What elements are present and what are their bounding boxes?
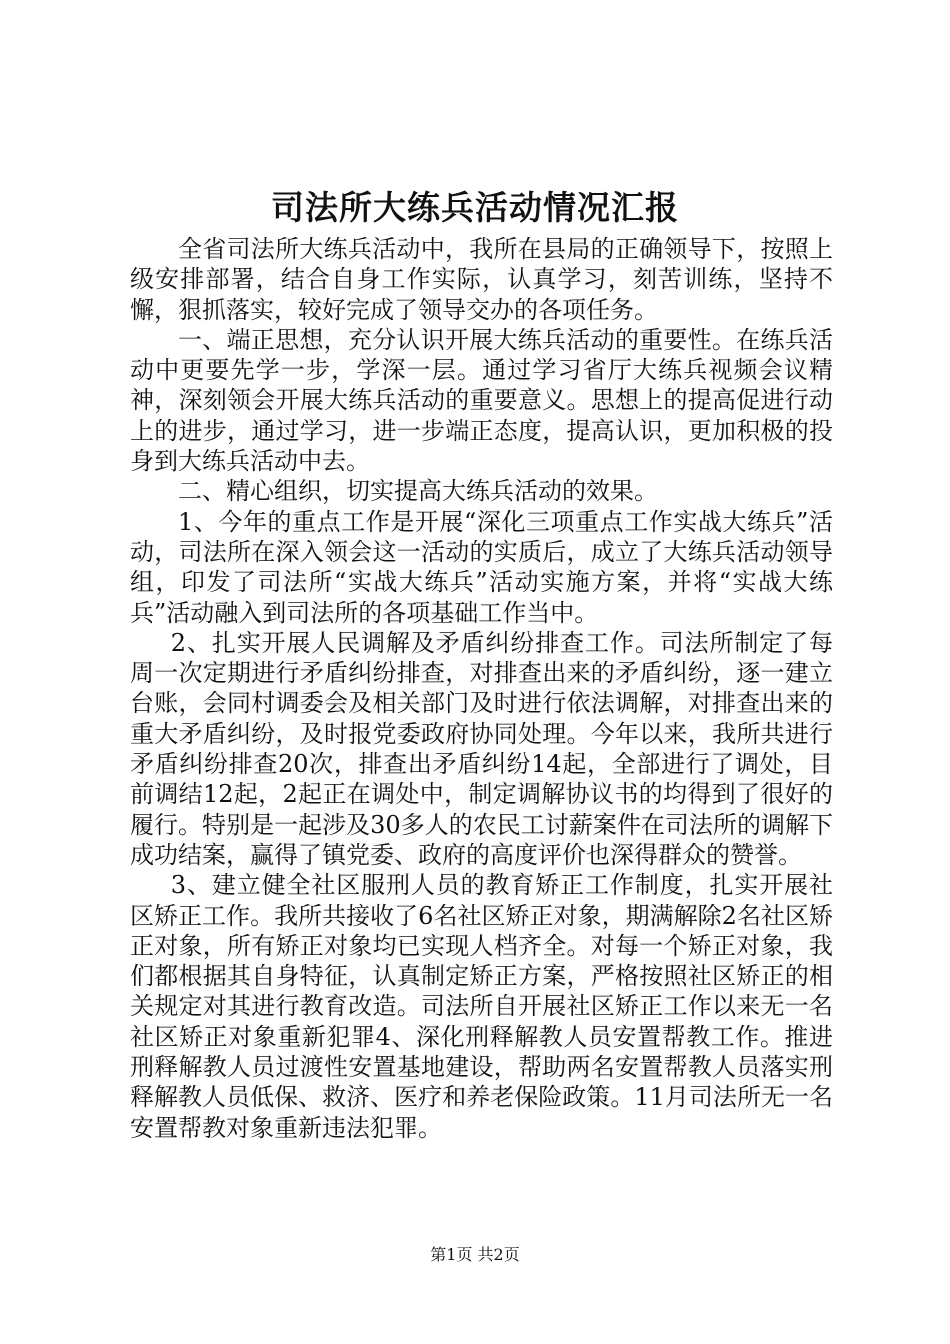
document-title: 司法所大练兵活动情况汇报 xyxy=(271,188,679,227)
paragraph-intro: 全省司法所大练兵活动中，我所在县局的正确领导下，按照上级安排部署，结合自身工作实际，认真学习，刻苦训练，坚持不懈，狠抓落实，较好完成了领导交办的各项任务。 xyxy=(130,235,833,324)
paragraph-item-1: 1、今年的重点工作是开展“深化三项重点工作实战大练兵”活动，司法所在深入领会这一活动的实质后，成立了大练兵活动领导组，印发了司法所“实战大练兵”活动实施方案，并将“实战大练兵”活动融入到司法所的各项基础工作当中。 xyxy=(130,507,833,627)
paragraph-item-2: 2、扎实开展人民调解及矛盾纠纷排查工作。司法所制定了每周一次定期进行矛盾纠纷排查，对排查出来的矛盾纠纷，逐一建立台账，会同村调委会及相关部门及时进行依法调解，对排查出来的重大矛盾纠纷，及时报党委政府协同处理。今年以来，我所共进行矛盾纠纷排查20次，排查出矛盾纠纷14起，全部进行了调处，目前调结12起，2起正在调处中，制定调解协议书的均得到了很好的履行。特别是一起涉及30多人的农民工讨薪案件在司法所的调解下成功结案，赢得了镇党委、政府的高度评价也深得群众的赞誉。 xyxy=(130,628,833,869)
paragraph-item-3: 3、建立健全社区服刑人员的教育矫正工作制度，扎实开展社区矫正工作。我所共接收了6名社区矫正对象，期满解除2名社区矫正对象，所有矫正对象均已实现人档齐全。对每一个矫正对象，我们都根据其自身特征，认真制定矫正方案，严格按照社区矫正的相关规定对其进行教育改造。司法所自开展社区矫正工作以来无一名社区矫正对象重新犯罪4、深化刑释解教人员安置帮教工作。推进刑释解教人员过渡性安置基地建设，帮助两名安置帮教人员落实刑释解教人员低保、救济、医疗和养老保险政策。11月司法所无一名安置帮教对象重新违法犯罪。 xyxy=(130,871,833,1142)
paragraph-section-1: 一、端正思想，充分认识开展大练兵活动的重要性。在练兵活动中更要先学一步，学深一层。通过学习省厅大练兵视频会议精神，深刻领会开展大练兵活动的重要意义。思想上的提高促进行动上的进步，通过学习，进一步端正态度，提高认识，更加积极的投身到大练兵活动中去。 xyxy=(130,325,833,476)
page-footer: 第1页 共2页 xyxy=(430,1245,520,1264)
document-body xyxy=(130,234,833,1143)
paragraph-section-2-heading: 二、精心组织，切实提高大练兵活动的效果。 xyxy=(178,477,658,506)
